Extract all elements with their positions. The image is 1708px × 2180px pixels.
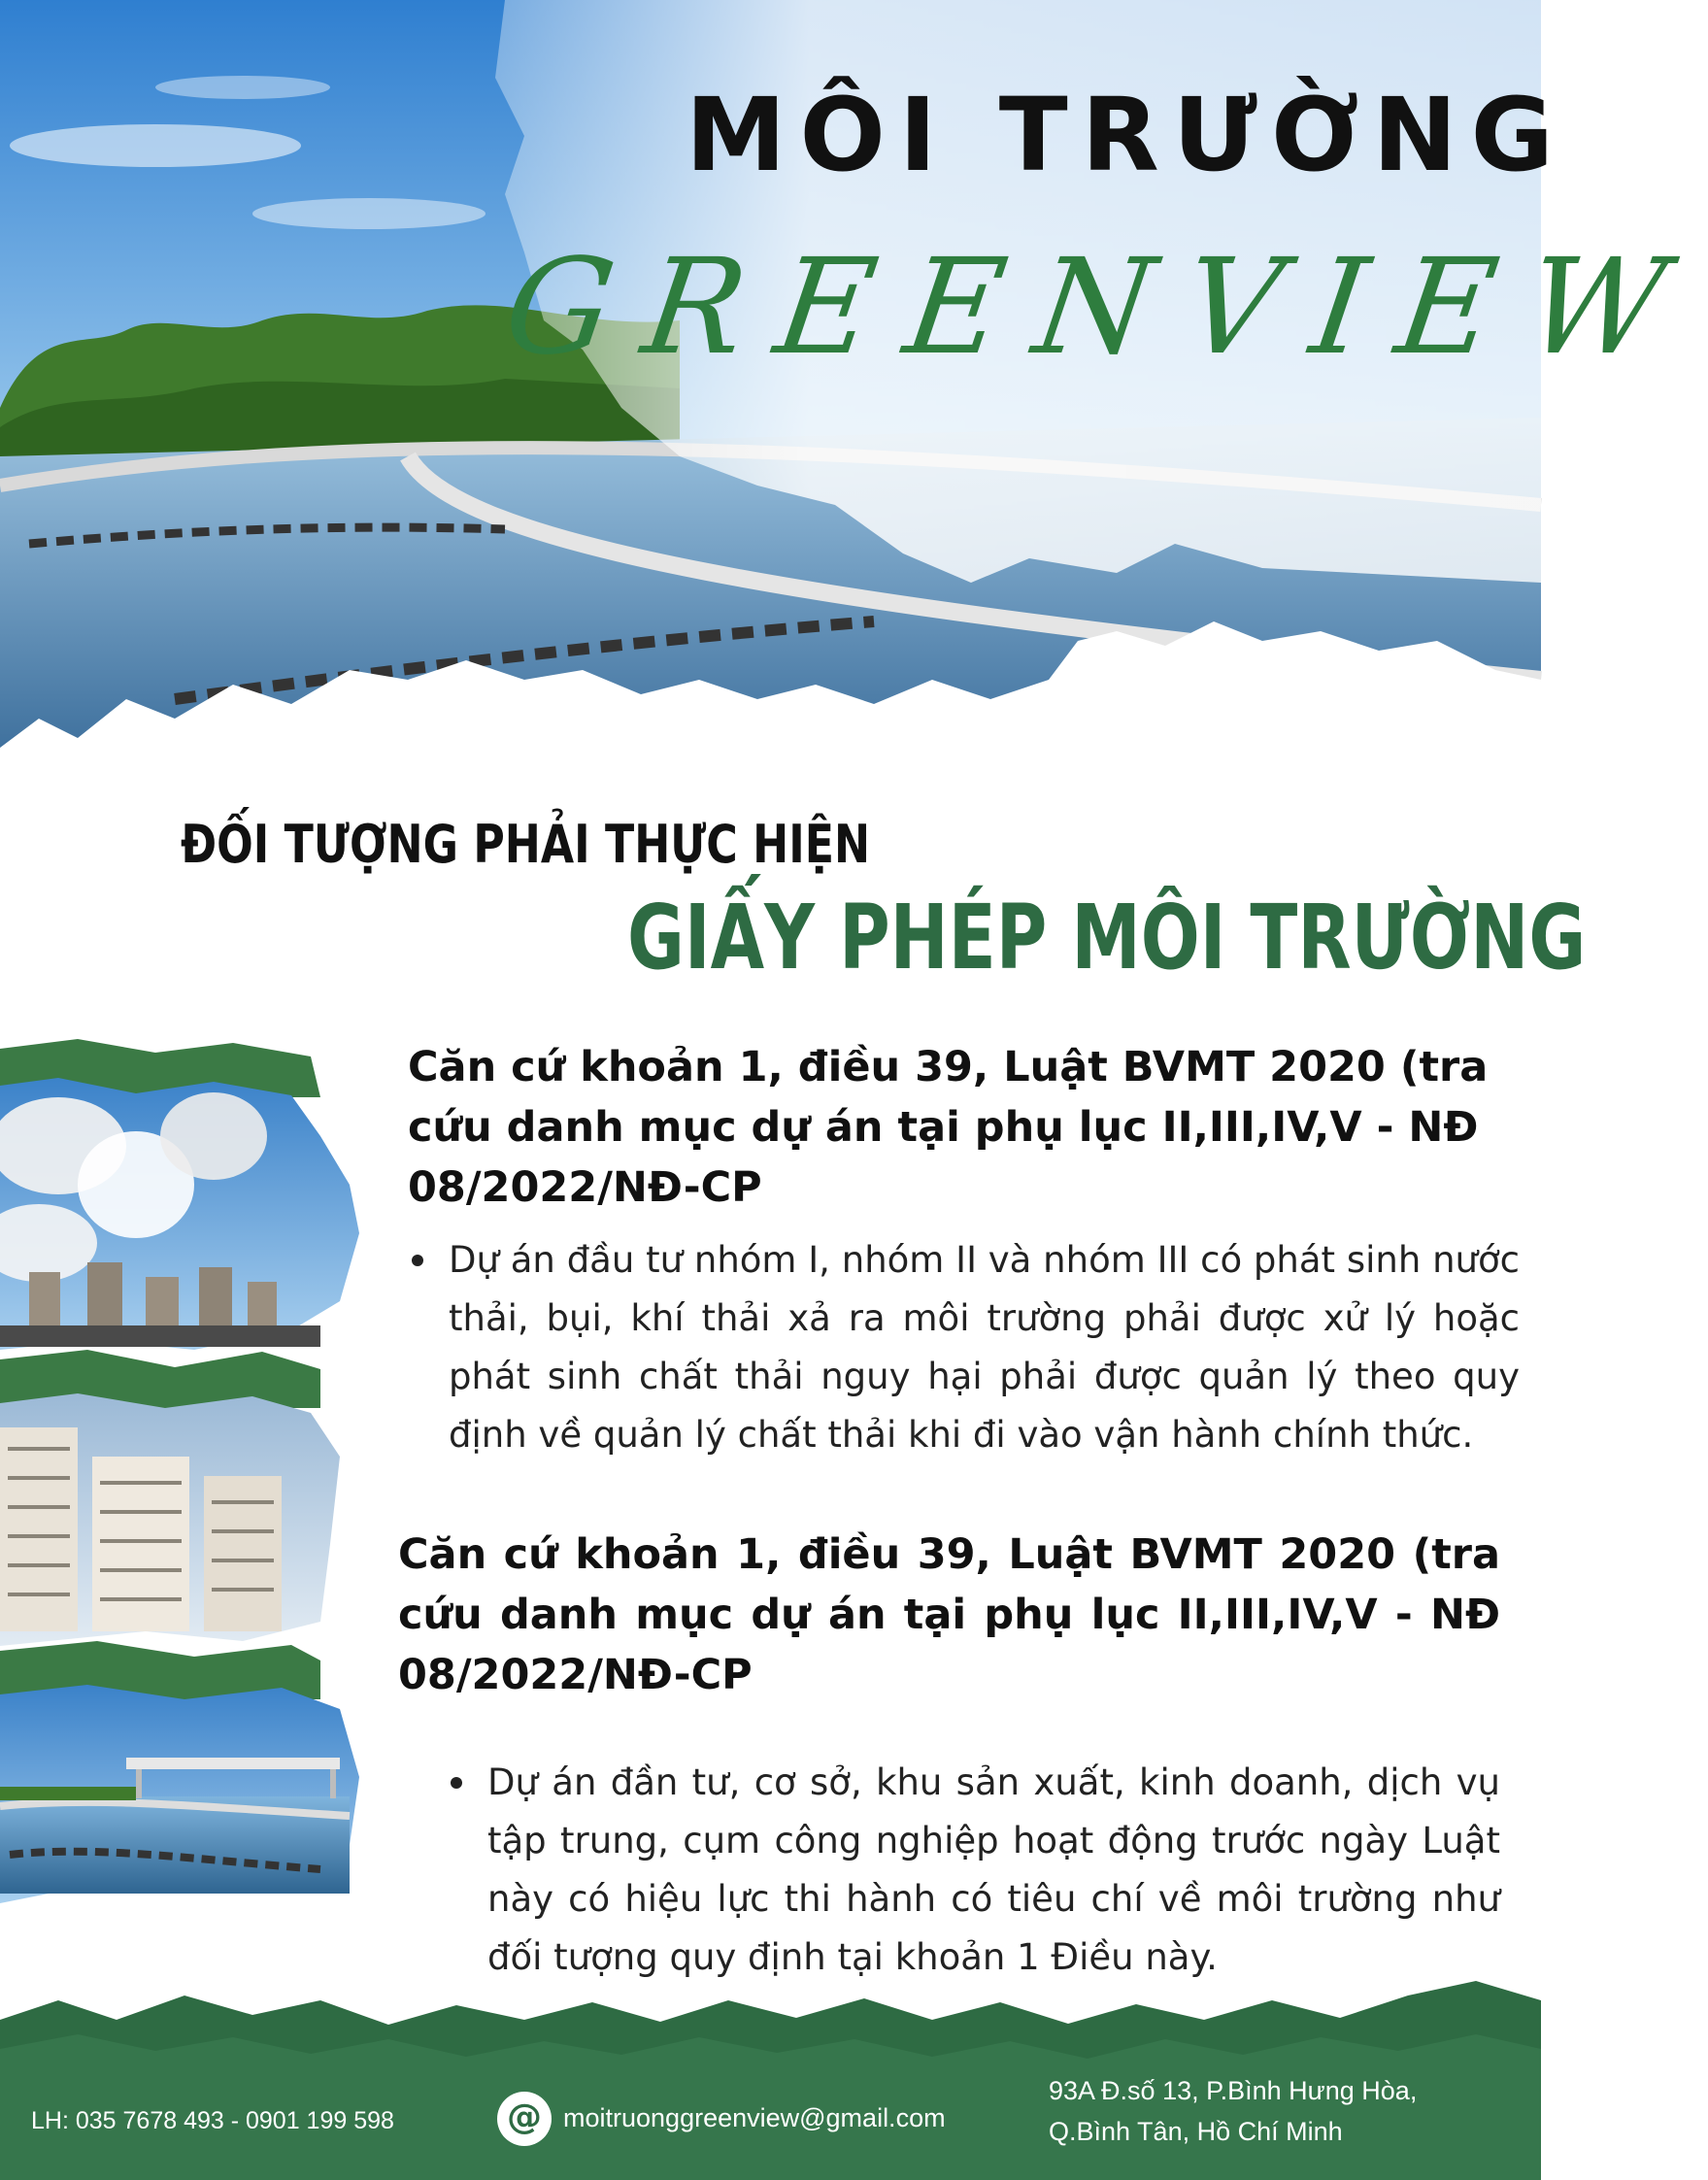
heading-subtitle: ĐỐI TƯỢNG PHẢI THỰC HIỆN — [181, 814, 871, 875]
at-sign-icon: @ — [497, 2092, 552, 2146]
factory-photo — [0, 1078, 359, 1350]
footer-email-link[interactable]: moitruonggreenview@gmail.com — [563, 2103, 946, 2132]
footer — [0, 1981, 1541, 2180]
footer-phone[interactable]: LH: 035 7678 493 - 0901 199 598 — [31, 2107, 394, 2134]
section-2-title: Căn cứ khoản 1, điều 39, Luật BVMT 2020 (tra cứu danh mục dự án tại phụ lục II,III,IV,V - NĐ 08/2022/NĐ-CP — [398, 1530, 1500, 1699]
heading-main-title: GIẤY PHÉP MÔI TRƯỜNG — [627, 886, 1587, 989]
side-photos-art — [0, 1039, 369, 2000]
bullet-dot-icon — [451, 1777, 462, 1789]
section-2-bullet-text: Dự án đần tư, cơ sở, khu sản xuất, kinh doanh, dịch vụ tập trung, cụm công nghiệp hoạt động trước ngày Luật này có hiệu lực thi hành có tiêu chí về môi trường như đối tượng quy định tại khoản 1 Điều này. — [487, 1761, 1500, 1978]
section-1-title: Căn cứ khoản 1, điều 39, Luật BVMT 2020 (tra cứu danh mục dự án tại phụ lục II,III,IV,V - NĐ 08/2022/NĐ-CP — [408, 1043, 1489, 1212]
brand-script-logo: GREENVIEW — [495, 231, 1708, 385]
section-1-bullet — [449, 1231, 1520, 1464]
section-legal-basis-2 — [398, 1525, 1500, 1987]
brand-title: MÔI TRƯỜNG — [686, 76, 1567, 194]
footer-address-line-1: 93A Đ.số 13, P.Bình Hưng Hòa, — [1049, 2076, 1418, 2105]
water-treatment-photo — [0, 1685, 359, 1903]
section-legal-basis-1 — [408, 1037, 1520, 1464]
bullet-dot-icon — [412, 1255, 423, 1266]
hero-banner — [0, 0, 1708, 757]
side-photo-column — [0, 1039, 369, 2000]
footer-address-line-2: Q.Bình Tân, Hồ Chí Minh — [1049, 2117, 1343, 2146]
apartment-photo — [0, 1393, 340, 1646]
section-1-bullet-text: Dự án đầu tư nhóm I, nhóm II và nhóm III có phát sinh nước thải, bụi, khí thải xả ra môi trường phải được xử lý hoặc phát sinh chất thải nguy hại phải được quản lý theo quy định về quản lý chất thải khi đi vào vận hành chính thức. — [449, 1239, 1520, 1456]
footer-address — [1049, 2070, 1417, 2152]
section-2-bullet — [487, 1754, 1500, 1987]
